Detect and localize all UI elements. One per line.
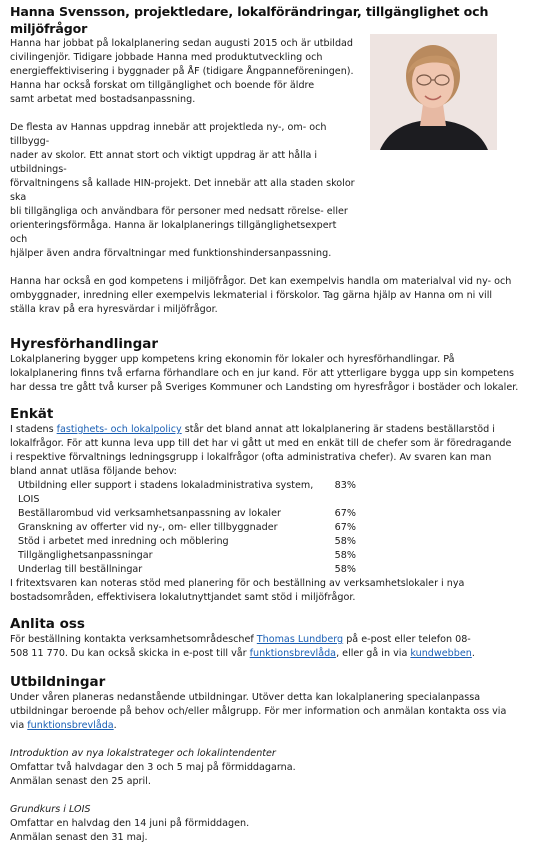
bio-intro bbox=[10, 37, 355, 261]
course-deadline: Anmälan senast den 31 maj. bbox=[10, 832, 148, 843]
bio-environment bbox=[10, 275, 525, 317]
bio-line: bli tillgängliga och användbara för personer med nedsatt rörelse- eller bbox=[10, 206, 348, 217]
course-title: Grundkurs i LOIS bbox=[10, 804, 91, 815]
bio-line: ombyggnader, inredning eller exempelvis lekmaterial i förskolor. Tag gärna hjälp av Hanna om ni vill bbox=[10, 290, 493, 301]
bio-line: energieffektivisering i byggnader på ÅF (tidigare Ångpanneföreningen). bbox=[10, 66, 354, 77]
bio-line: nader av skolor. Ett annat stort och viktigt uppdrag är att hålla i utbildnings- bbox=[10, 150, 318, 175]
bio-line: Hanna har också forskat om tillgänglighet och boende för äldre bbox=[10, 80, 315, 91]
anlita-text bbox=[10, 633, 525, 661]
text-line: lokalplanering finns två erfarna förhandlare och en jur kand. För att ytterligare bygga upp sin kompetens bbox=[10, 368, 515, 379]
table-row bbox=[18, 521, 373, 535]
bio-line: Hanna har jobbat på lokalplanering sedan augusti 2015 och är utbildad bbox=[10, 38, 354, 49]
text-line: har dessa tre gått två kurser på Sveriges Kommuner och Landsting om hyresfrågor i bostäder och lokaler. bbox=[10, 382, 519, 393]
section-title-utbildningar: Utbildningar bbox=[10, 674, 106, 690]
text-line: 508 11 770. Du kan också skicka in e-post till vår funktionsbrevlåda, eller gå in via kundwebben. bbox=[10, 648, 475, 659]
funktionsbrevlada-link[interactable]: funktionsbrevlåda bbox=[27, 720, 114, 731]
survey-results-table bbox=[18, 479, 373, 577]
row-label: Tillgänglighetsanpassningar bbox=[18, 550, 153, 561]
text-line: utbildningar beroende på behov och/eller målgrupp. För mer information och anmälan kontakta oss via bbox=[10, 706, 507, 717]
row-value: 58% bbox=[334, 564, 356, 575]
text-line: För beställning kontakta verksamhetsområdeschef Thomas Lundberg på e-post eller telefon 08- bbox=[10, 634, 471, 645]
contact-link-thomas-lundberg[interactable]: Thomas Lundberg bbox=[256, 634, 344, 645]
row-value: 67% bbox=[334, 508, 356, 519]
portrait-photo bbox=[370, 34, 497, 150]
bio-line: orienteringsförmåga. Hanna är lokalplanerings tillgänglighetsexpert och bbox=[10, 220, 337, 245]
table-row bbox=[18, 535, 373, 549]
text-line: I stadens fastighets- och lokalpolicy står det bland annat att lokalplanering är stadens beställarstöd i bbox=[10, 424, 495, 435]
document-page bbox=[10, 0, 530, 845]
enkat-followup bbox=[10, 577, 525, 605]
bio-line: civilingenjör. Tidigare jobbade Hanna med produktutveckling och bbox=[10, 52, 323, 63]
section-title-enkat: Enkät bbox=[10, 406, 54, 422]
row-value: 58% bbox=[334, 536, 356, 547]
row-label: Utbildning eller support i stadens lokaladministrativa system, LOIS bbox=[18, 480, 314, 505]
text-line: I fritextsvaren kan noteras stöd med planering för och beställning av verksamhetslokaler i nya bbox=[10, 578, 465, 589]
enkat-text bbox=[10, 423, 525, 479]
text-line: bostadsområden, effektivisera lokalutnyttjandet samt stöd i miljöfrågor. bbox=[10, 592, 356, 603]
course-deadline: Anmälan senast den 25 april. bbox=[10, 776, 151, 787]
text-line: bland annat utläsa följande behov: bbox=[10, 466, 177, 477]
row-value: 67% bbox=[334, 522, 356, 533]
bio-line: hjälper även andra förvaltningar med funktionshindersanpassning. bbox=[10, 248, 332, 259]
bio-line: förvaltningens så kallade HIN-projekt. Det innebär att alla staden skolor ska bbox=[10, 178, 355, 203]
row-label: Underlag till beställningar bbox=[18, 564, 143, 575]
text-line: lokalfrågor. För att kunna leva upp till det har vi gått ut med en enkät till de chefer som är föredragande bbox=[10, 438, 512, 449]
table-row bbox=[18, 563, 373, 577]
text-line: via funktionsbrevlåda. bbox=[10, 720, 117, 731]
bio-line: samt arbetat med bostadsanpassning. bbox=[10, 94, 196, 105]
text-line: i respektive förvaltnings ledningsgrupp i lokalfrågor (ofta administrativa chefer). Av svaren kan man bbox=[10, 452, 492, 463]
text-line: Under våren planeras nedanstående utbildningar. Utöver detta kan lokalplanering specialanpassa bbox=[10, 692, 481, 703]
hyres-text bbox=[10, 353, 525, 395]
course-detail: Omfattar två halvdagar den 3 och 5 maj på förmiddagarna. bbox=[10, 762, 296, 773]
table-row bbox=[18, 549, 373, 563]
funktionsbrevlada-link[interactable]: funktionsbrevlåda bbox=[249, 648, 337, 659]
bio-line: Hanna har också en god kompetens i miljöfrågor. Det kan exempelvis handla om materialval vid ny- och bbox=[10, 276, 512, 287]
bio-line: ställa krav på era hyresvärdar i miljöfrågor. bbox=[10, 304, 218, 315]
section-title-hyresforhandlingar: Hyresförhandlingar bbox=[10, 336, 159, 352]
utbildningar-text bbox=[10, 691, 525, 845]
bio-line: De flesta av Hannas uppdrag innebär att projektleda ny-, om- och tillbygg- bbox=[10, 122, 327, 147]
course-detail: Omfattar en halvdag den 14 juni på förmiddagen. bbox=[10, 818, 250, 829]
kundwebben-link[interactable]: kundwebben bbox=[410, 648, 472, 659]
row-label: Beställarombud vid verksamhetsanpassning av lokaler bbox=[18, 508, 281, 519]
text-line: Lokalplanering bygger upp kompetens kring ekonomin för lokaler och hyresförhandlingar. På bbox=[10, 354, 455, 365]
policy-link[interactable]: fastighets- och lokalpolicy bbox=[56, 424, 182, 435]
row-label: Granskning av offerter vid ny-, om- eller tillbyggnader bbox=[18, 522, 278, 533]
table-row bbox=[18, 507, 373, 521]
row-value: 58% bbox=[334, 550, 356, 561]
row-label: Stöd i arbetet med inredning och möblering bbox=[18, 536, 229, 547]
table-row bbox=[18, 479, 373, 507]
section-title-anlita-oss: Anlita oss bbox=[10, 616, 85, 632]
page-title: Hanna Svensson, projektledare, lokalförändringar, tillgänglighet och miljöfrågor bbox=[10, 4, 489, 36]
course-title: Introduktion av nya lokalstrateger och lokalintendenter bbox=[10, 748, 276, 759]
row-value: 83% bbox=[334, 480, 356, 491]
